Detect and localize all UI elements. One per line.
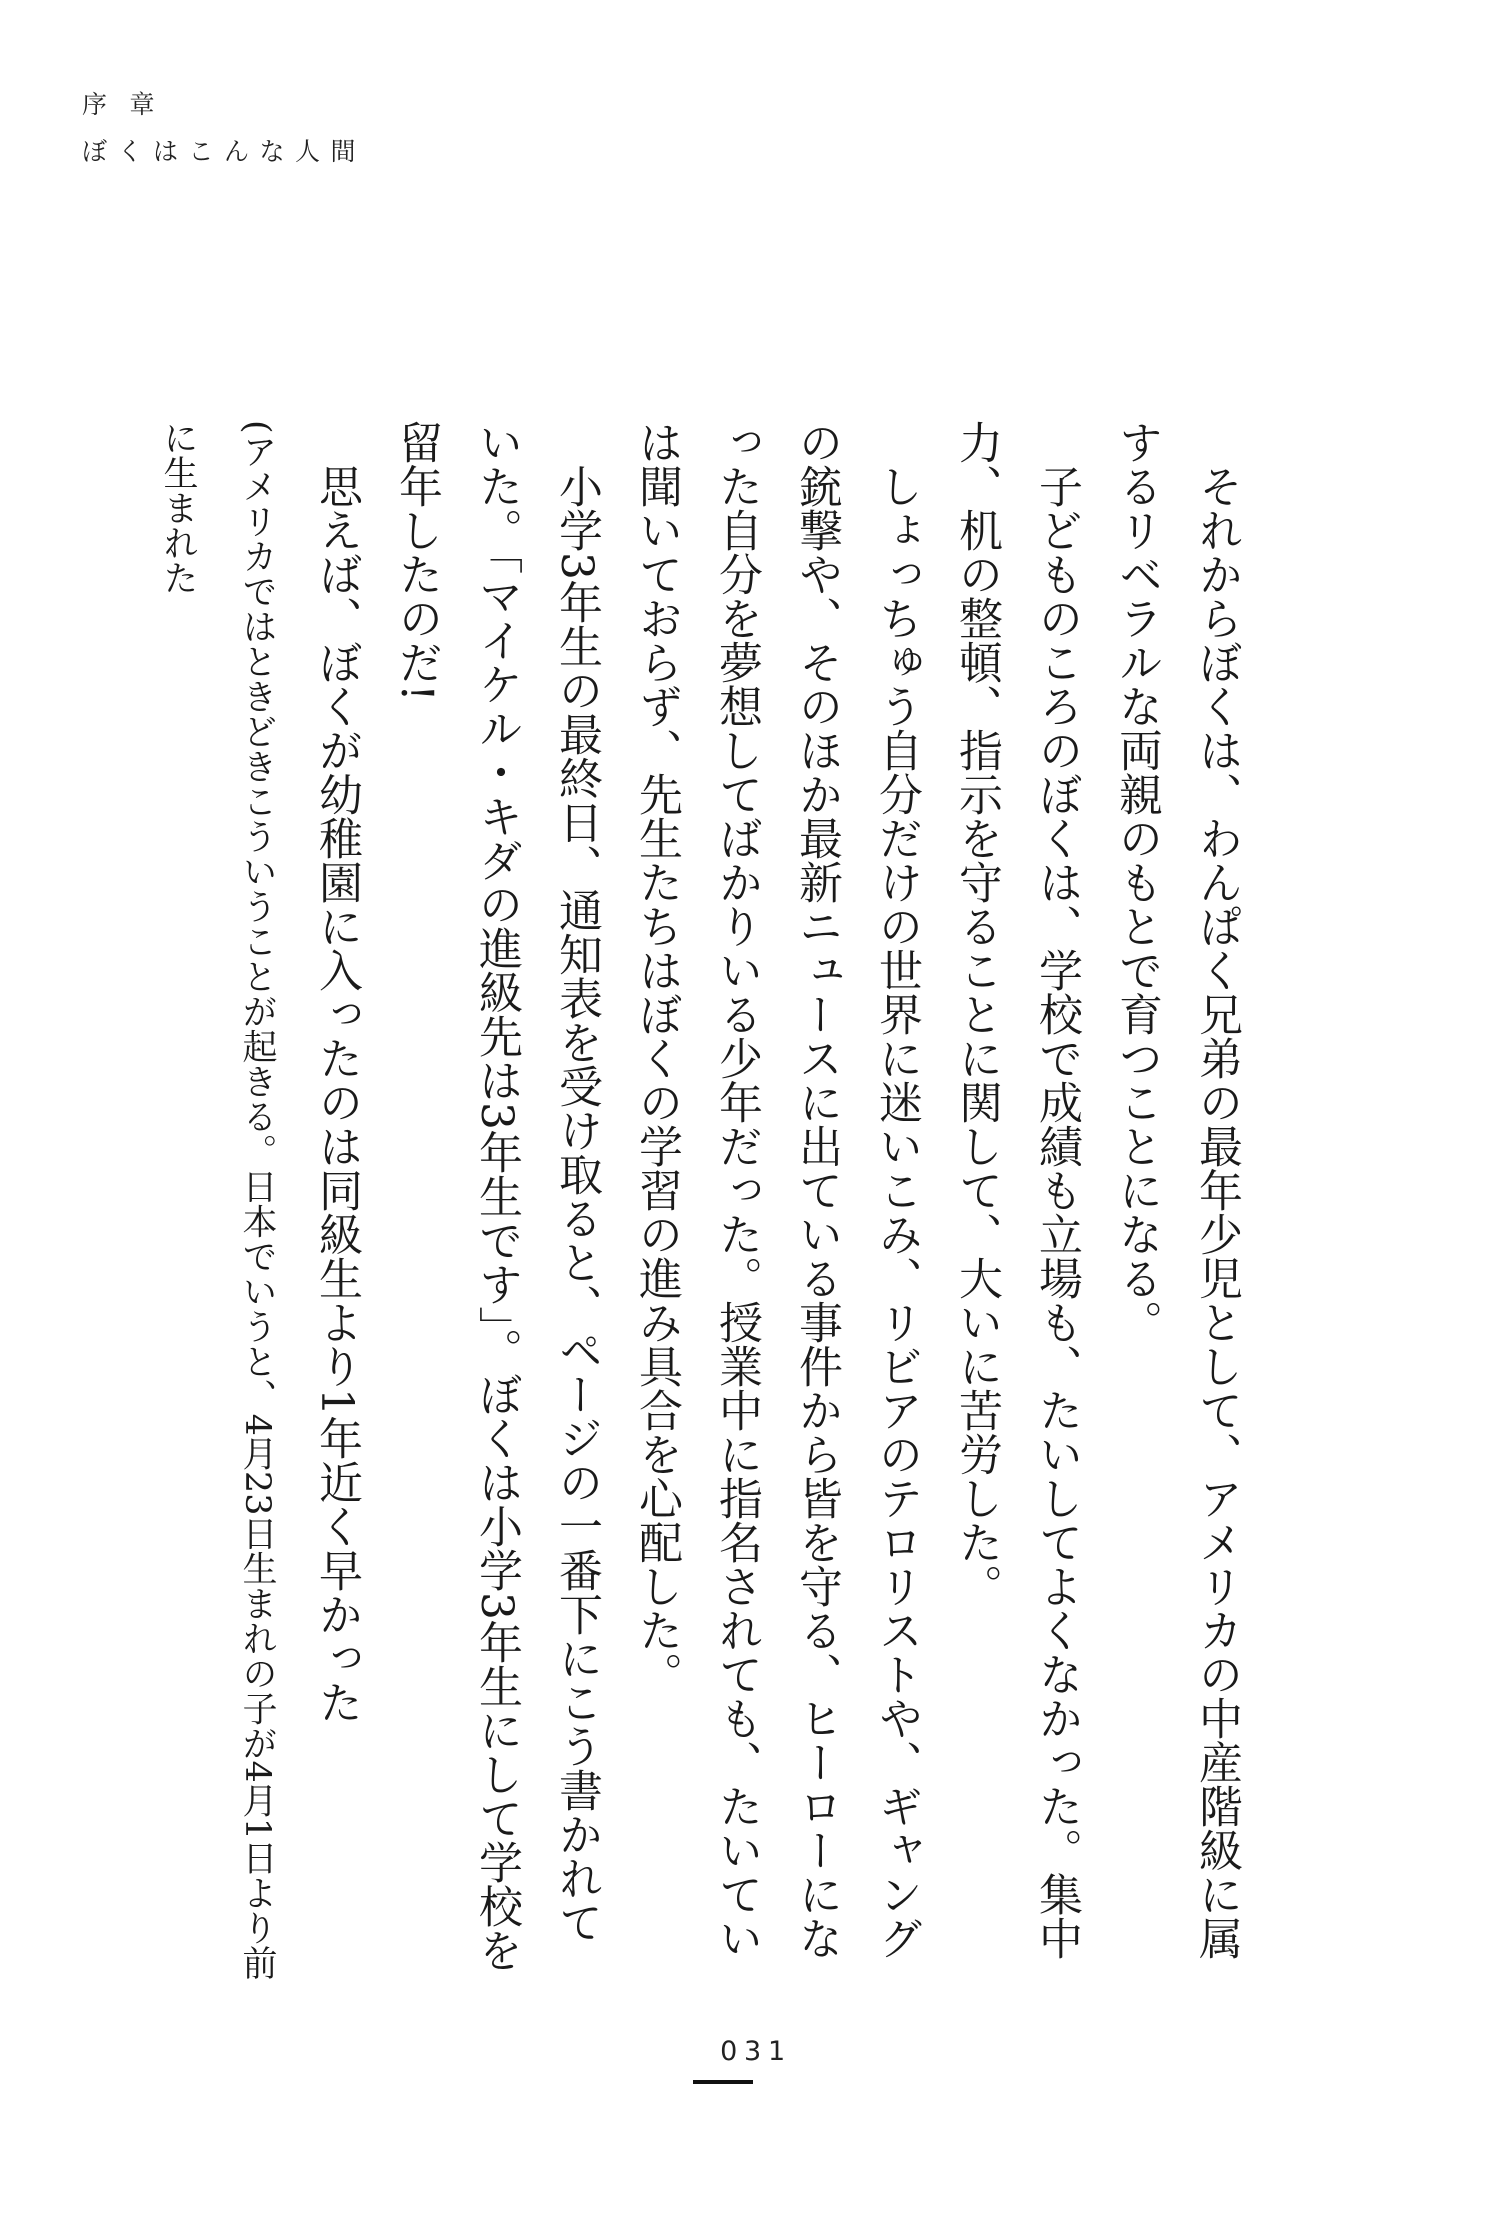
paragraph: 小学3年生の最終日、通知表を受け取ると、ページの一番下にこう書かれていた。「マイケル・キダの進級先は3年生です」。ぼくは小学3年生にして学校を留年したのだ!	[391, 420, 602, 1972]
paragraph: 思えば、ぼくが幼稚園に入ったのは同級生より1年近く早かった	[311, 464, 362, 1724]
paragraph: それからぼくは、わんぱく兄弟の最年少児として、アメリカの中産階級に属するリベラルな両親のもとで育つことになる。	[1111, 420, 1242, 1960]
page-number-rule	[693, 2080, 753, 2084]
paragraph: しょっちゅう自分だけの世界に迷いこみ、リビアのテロリストや、ギャングの銃撃や、そのほか最新ニュースに出ている事件から皆を守る、ヒーローになった自分を夢想してばかりいる少年だった。授業中に指名されても、たいていは聞いておらず、先生たちはぼくの学習の進み具合を心配した。	[631, 420, 922, 1960]
paragraph: 子どものころのぼくは、学校で成績も立場も、たいしてよくなかった。集中力、机の整頓、指示を守ることに関して、大いに苦労した。	[951, 420, 1082, 1960]
chapter-label: 序章	[82, 90, 178, 119]
parenthetical-note: (アメリカではときどきこういうことが起きる。日本でいうと、4月23日生まれの子が4月1日より前に生まれた	[158, 420, 277, 1980]
page-number: 031	[720, 2036, 792, 2067]
chapter-subtitle: ぼくはこんな人間	[82, 136, 367, 166]
running-head	[82, 86, 366, 172]
body-text	[138, 420, 1256, 1980]
